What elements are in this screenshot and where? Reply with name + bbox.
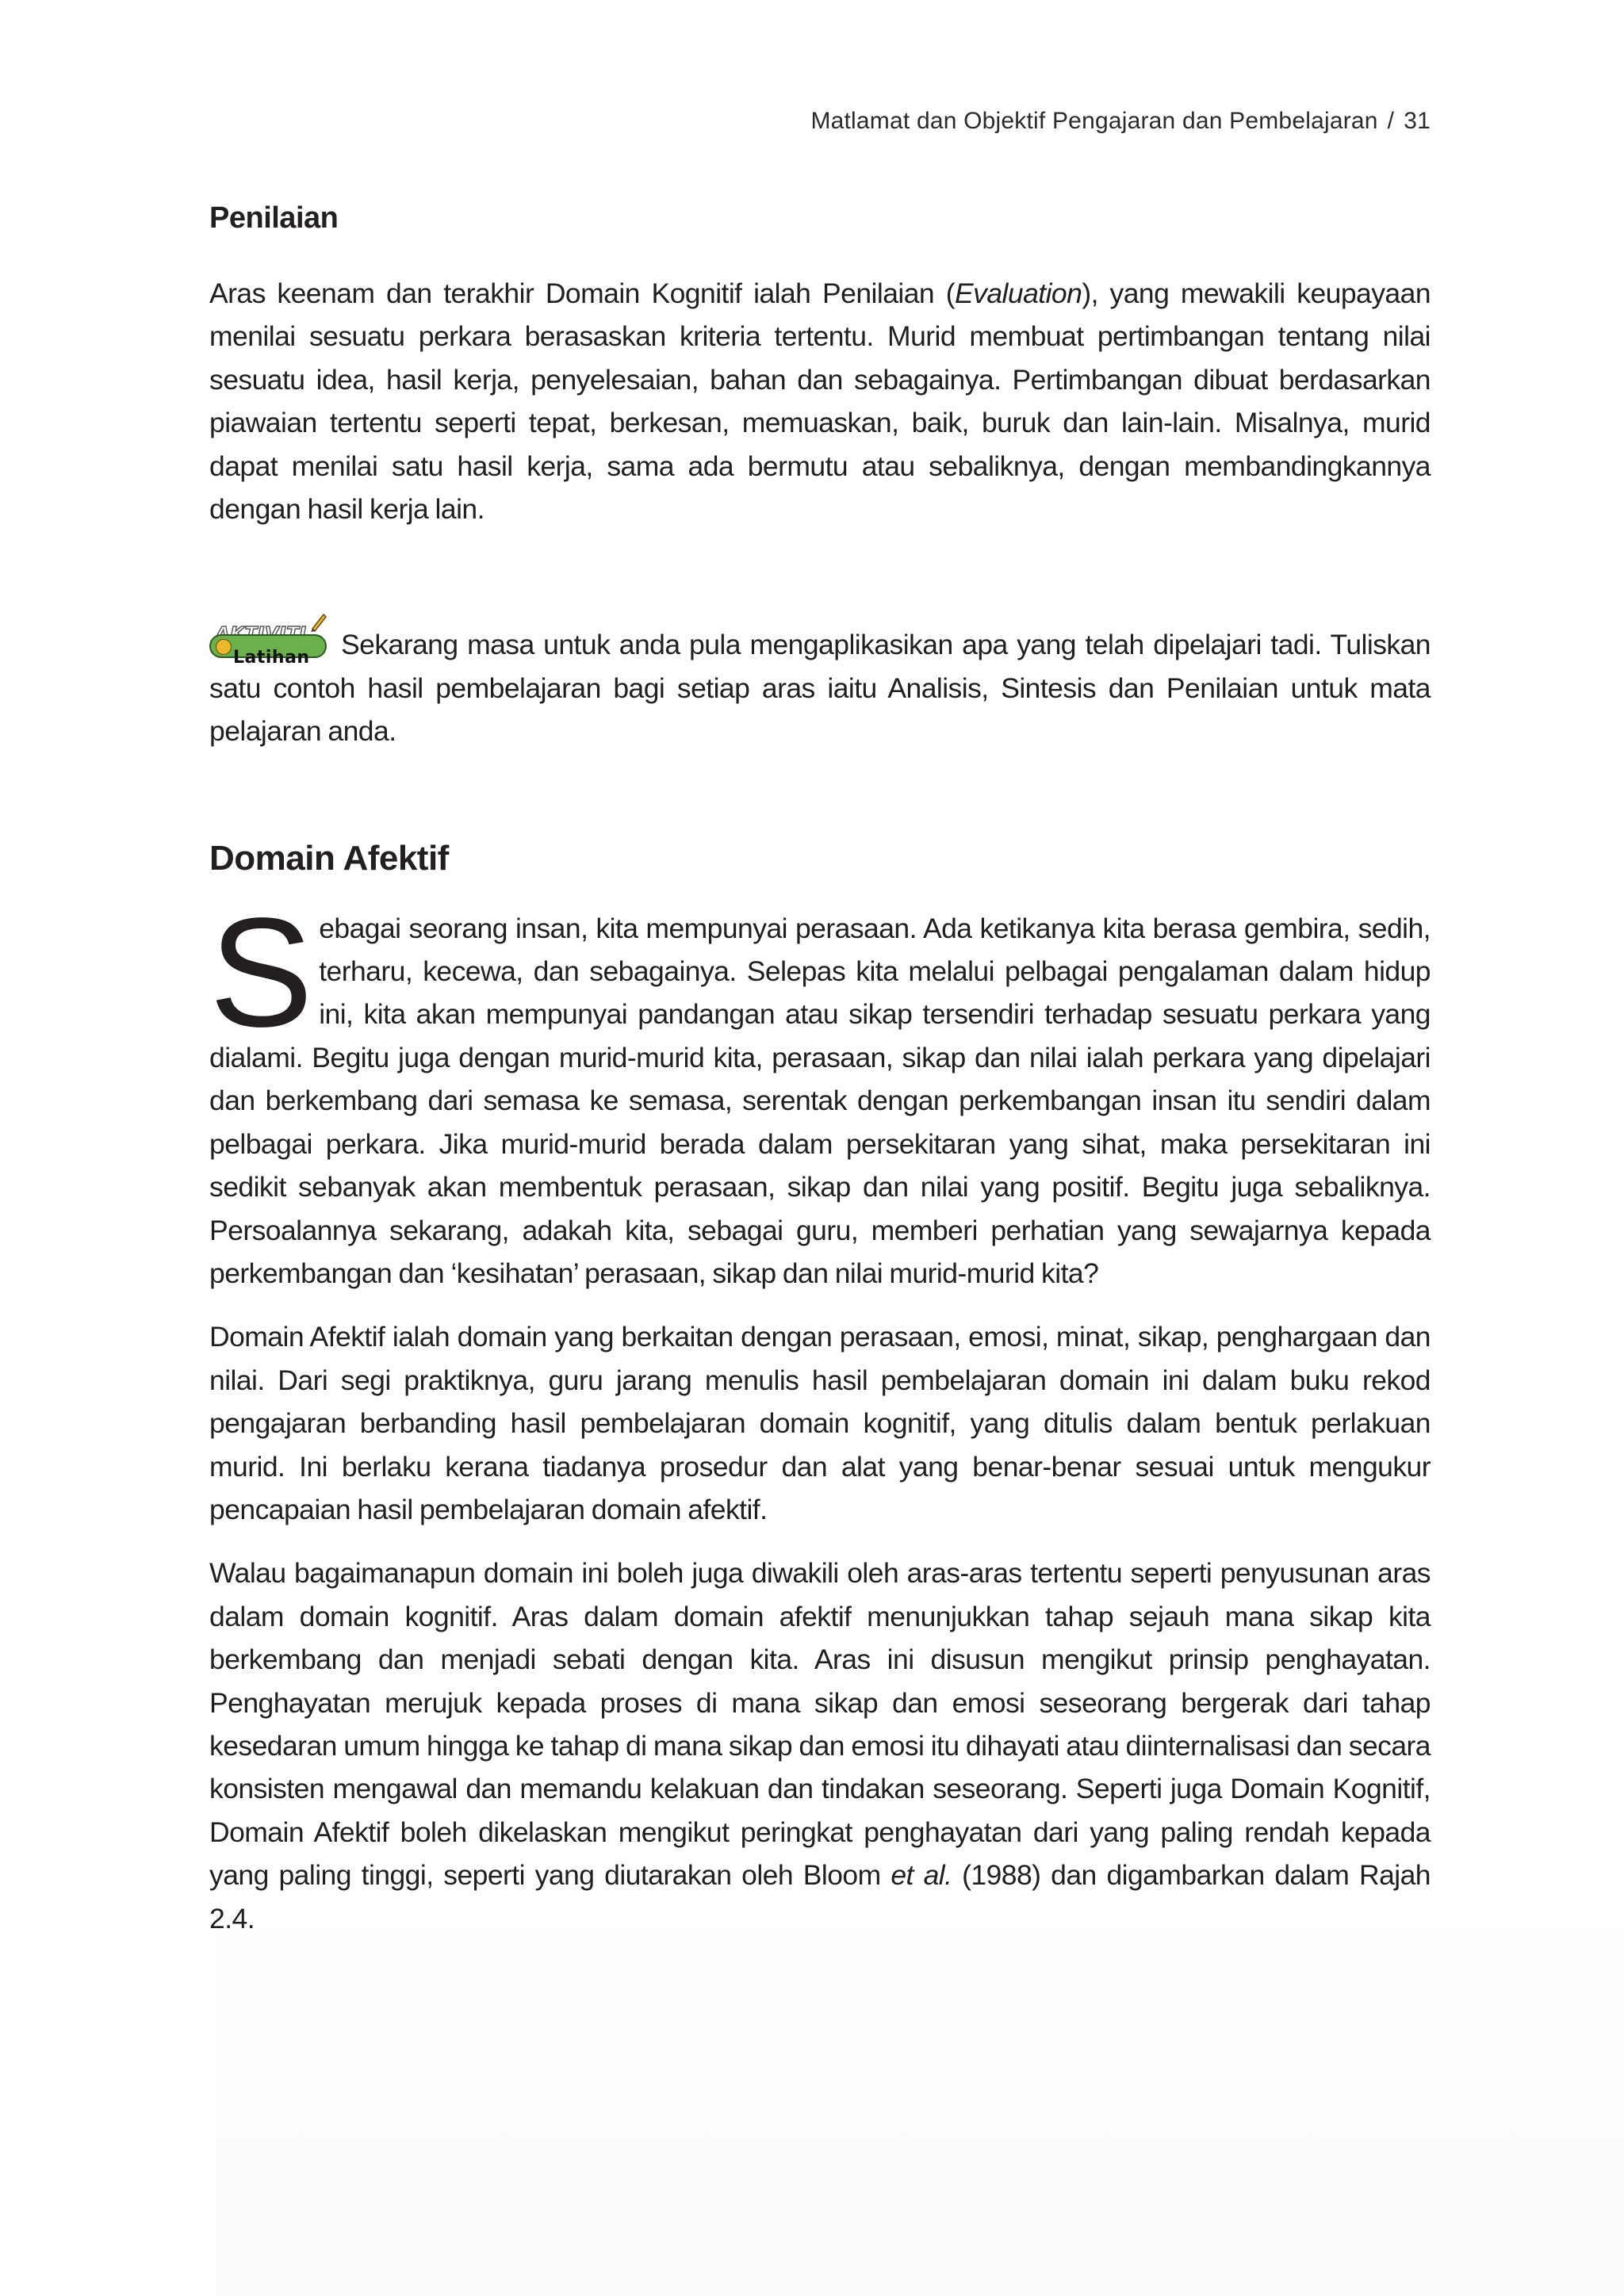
aktiviti-latihan-logo [209,613,330,668]
penilaian-term-evaluation: Evaluation [955,277,1082,309]
latihan-badge [209,634,327,668]
pencil-icon [309,611,327,632]
latihan-logo-text: Latihan [233,648,310,668]
heading-penilaian: Penilaian [209,201,339,235]
drop-cap: S [209,885,313,1059]
activity-text: Sekarang masa untuk anda pula mengaplikasikan apa yang telah dipelajari tadi. Tuliskan satu contoh hasil pembelajaran bagi setiap aras iaitu Analisis, Sintesis dan Penilaian untuk mata pelajaran anda. [209,629,1431,748]
spacer [209,1295,1431,1315]
page-content [209,201,1431,1940]
afektif-p3-et-al: et al. [891,1859,952,1892]
running-header [810,108,1431,135]
spacer [209,753,1431,839]
heading-domain-afektif: Domain Afektif [209,838,449,878]
running-title: Matlamat dan Objektif Pengajaran dan Pembelajaran [810,108,1378,134]
spacer [209,530,1431,613]
penilaian-text-a: Aras keenam dan terakhir Domain Kognitif ialah Penilaian ( [209,277,956,309]
spacer [209,1531,1431,1552]
page-number: 31 [1404,108,1431,134]
paragraph-activity [209,613,1431,752]
afektif-p3-text-a: Walau bagaimanapun domain ini boleh juga diwakili oleh aras-aras tertentu seperti penyusunan aras dalam domain kognitif. Aras dalam domain afektif menunjukkan tahap sejauh mana sikap kita berkembang dan menjadi sebati dengan kita. Aras ini disusun mengikut prinsip penghayatan. Penghayatan merujuk kepada proses di mana sikap dan emosi seseorang bergerak dari tahap kesedaran umum hingga ke tahap di mana sikap dan emosi itu dihayati atau diinternalisasi dan secara konsisten mengawal dan memandu kelakuan dan tindakan seseorang. Seperti juga Domain Kognitif, Domain Afektif boleh dikelaskan mengikut peringkat penghayatan dari yang paling rendah kepada yang paling tinggi, seperti yang diutarakan oleh Bloom [209,1557,1431,1892]
afektif-p3-text-b: (1988) dan digambarkan dalam Rajah 2.4. [209,1859,1431,1934]
paragraph-afektif-1 [209,885,1431,1295]
paragraph-afektif-2: Domain Afektif ialah domain yang berkaitan dengan perasaan, emosi, minat, sikap, penghargaan dan nilai. Dari segi praktiknya, guru jarang menulis hasil pembelajaran domain ini dalam buku rekod pengajaran berbanding hasil pembelajaran domain kognitif, yang ditulis dalam bentuk perlakuan murid. Ini berlaku kerana tiadanya prosedur dan alat yang benar-benar sesuai untuk mengukur pencapaian hasil pembelajaran domain afektif. [209,1321,1431,1525]
penilaian-text-b: ), yang mewakili keupayaan menilai sesuatu perkara berasaskan kriteria tertentu. Murid membuat pertimbangan tentang nilai sesuatu idea, hasil kerja, penyelesaian, bahan dan sebagainya. Pertimbangan dibuat berdasarkan piawaian tertentu seperti tepat, berkesan, memuaskan, baik, buruk dan lain-lain. Misalnya, murid dapat menilai satu hasil kerja, sama ada bermutu atau sebaliknya, dengan membandingkannya dengan hasil kerja lain. [209,277,1431,526]
afektif-p1-text: ebagai seorang insan, kita mempunyai perasaan. Ada ketikanya kita berasa gembira, sedih, terharu, kecewa, dan sebagainya. Selepas kita melalui pelbagai pengalaman dalam hidup ini, kita akan mempunyai pandangan atau sikap tersendiri terhadap sesuatu perkara yang dialami. Begitu juga dengan murid-murid kita, perasaan, sikap dan nilai ialah perkara yang dipelajari dan berkembang dari semasa ke semasa, serentak dengan perkembangan insan itu sendiri dalam pelbagai perkara. Jika murid-murid berada dalam persekitaran yang sihat, maka persekitaran ini sedikit sebanyak akan membentuk perasaan, sikap dan nilai yang positif. Begitu juga sebaliknya. Persoalannya sekarang, adakah kita, sebagai guru, memberi perhatian yang sewajarnya kepada perkembangan dan ‘kesihatan’ perasaan, sikap dan nilai murid-murid kita? [209,912,1431,1289]
header-separator: / [1387,108,1395,134]
paragraph-penilaian [209,272,1431,530]
badge-dot-icon [216,639,232,655]
paragraph-afektif-3 [209,1552,1431,1940]
page-shade [216,1887,1624,2296]
